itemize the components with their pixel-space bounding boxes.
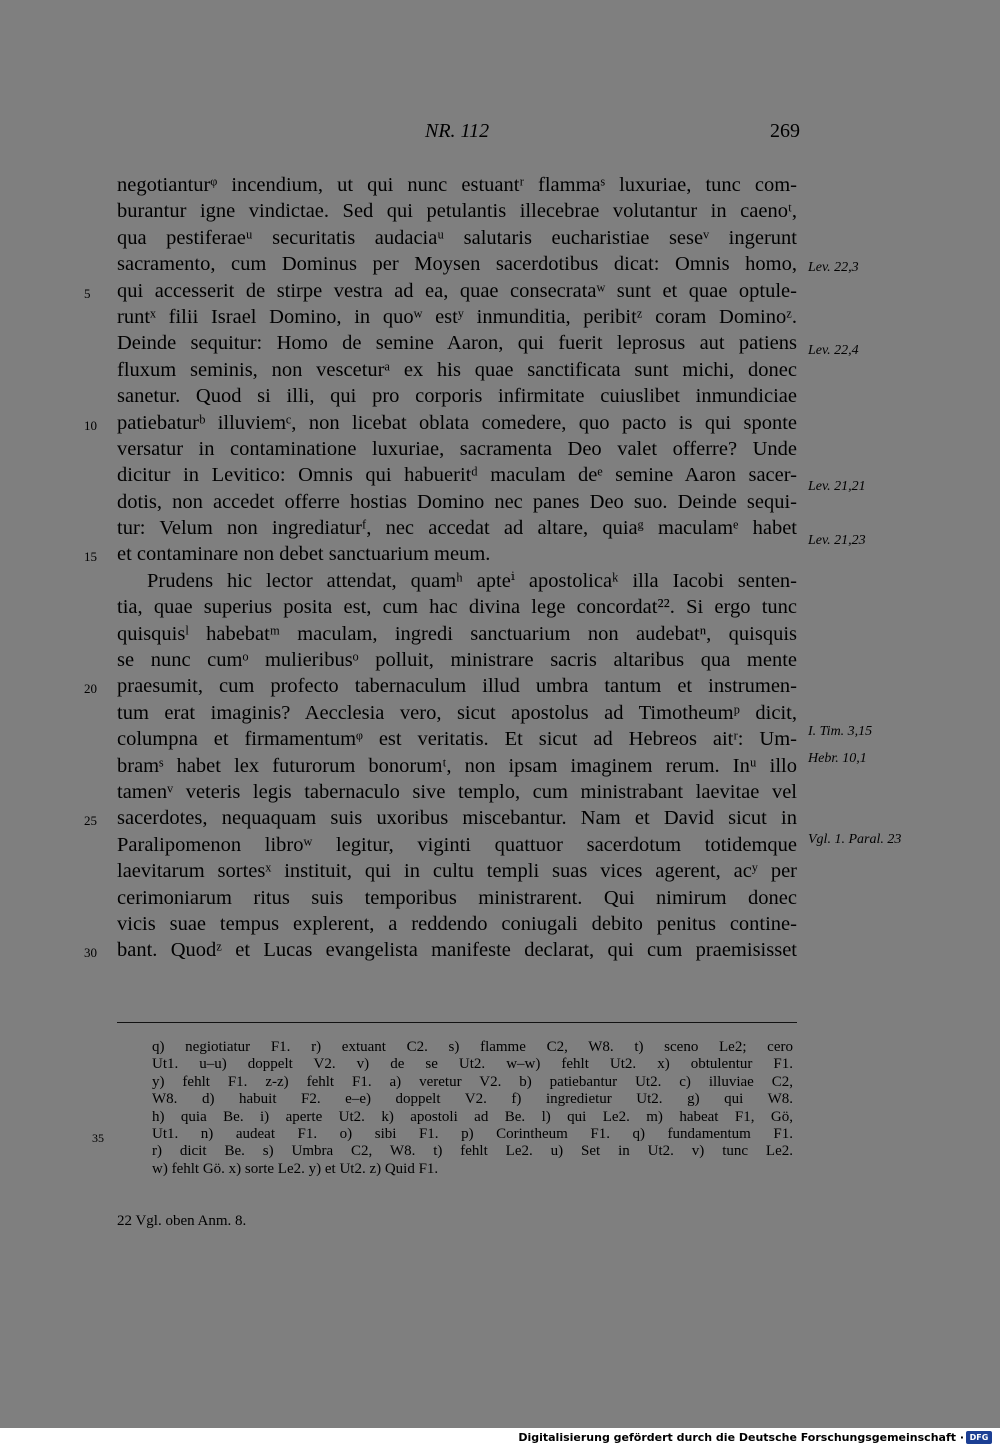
footnote-line: r) dicit Be. s) Umbra C2, W8. t) fehlt Le2. u) Set in Ut2. v) tunc Le2.: [152, 1143, 793, 1160]
credit-text: Digitalisierung gefördert durch die Deutsche Forschungsgemeinschaft ·: [518, 1431, 964, 1444]
footnote-line-number: 35: [92, 1131, 104, 1145]
footnote-line: q) negiotiatur F1. r) extuant C2. s) flamme C2, W8. t) sceno Le2; cero: [152, 1039, 793, 1055]
margin-reference: Lev. 21,21: [808, 479, 866, 494]
text-line: runtˣ filii Israel Domino, in quoʷ estʸ inmunditia, peribitᶻ coram Dominoᶻ.: [117, 305, 797, 328]
source-note: 22 Vgl. oben Anm. 8.: [117, 1213, 247, 1229]
footnote-line: Ut1. u–u) doppelt V2. v) de se Ut2. w–w) fehlt Ut2. x) obtulentur F1.: [152, 1056, 793, 1073]
line-number: 25: [84, 813, 97, 829]
text-line: [84, 541, 797, 567]
text-line: tur: Velum non ingrediaturᶠ, nec accedat ad altare, quiaᵍ maculamᵉ habet: [117, 517, 797, 540]
text-line: dotis, non accedet offerre hostias Domino nec panes Deo suo. Deinde sequi-: [117, 490, 797, 513]
footnote-line: h) quia Be. i) aperte Ut2. k) apostoli ad Be. l) qui Le2. m) habeat F1, Gö,: [152, 1108, 793, 1125]
page-number: 269: [770, 120, 800, 142]
line-number: 30: [84, 945, 97, 961]
footnote-divider: [117, 1022, 797, 1023]
margin-reference: Vgl. 1. Paral. 23: [808, 832, 902, 847]
text-line-content: bant. Quodᶻ et Lucas evangelista manifeste declarat, qui cum praemisisset: [117, 939, 797, 962]
running-head-title: NR. 112: [425, 120, 490, 142]
margin-reference: Lev. 22,4: [808, 343, 859, 358]
footnote-line: w) fehlt Gö. x) sorte Le2. y) et Ut2. z) Quid F1.: [152, 1160, 439, 1177]
text-line: fluxum seminis, non vesceturᵃ ex his quae sanctificata sunt michi, donec: [117, 358, 797, 381]
text-line: Paralipomenon libroʷ legitur, viginti quattuor sacerdotum totidemque: [117, 833, 797, 856]
text-line: columpna et firmamentumᵠ est veritatis. Et sicut ad Hebreos aitʳ: Um-: [117, 728, 797, 751]
text-line: cerimoniarum ritus suis temporibus ministrarent. Qui nimirum donec: [117, 886, 797, 909]
text-line: versatur in contaminatione luxuriae, sacramenta Deo valet offerre? Unde: [117, 437, 797, 460]
text-line: Deinde sequitur: Homo de semine Aaron, qui fuerit leprosus aut patiens: [117, 332, 797, 355]
text-line-content: sacerdotes, nequaquam suis uxoribus miscebantur. Nam et David sicut in: [117, 807, 797, 830]
text-line: sanetur. Quod si illi, qui pro corporis infirmitate cuiuslibet inmundiciae: [117, 385, 797, 408]
text-line-content: qui accesserit de stirpe vestra ad ea, quae consecrataʷ sunt et quae optule-: [117, 279, 797, 302]
text-line: tia, quae superius posita est, cum hac divina lege concordat²². Si ergo tunc: [117, 596, 797, 619]
text-line: [84, 278, 797, 304]
text-line-content: praesumit, cum profecto tabernaculum illud umbra tantum et instrumen-: [117, 675, 797, 698]
text-line: tamenᵛ veteris legis tabernaculo sive templo, cum ministrabant laevitae vel: [117, 780, 797, 803]
line-number: 20: [84, 681, 97, 697]
text-line: [84, 937, 797, 963]
text-line: quisquisˡ habebatᵐ maculam, ingredi sanctuarium non audebatⁿ, quisquis: [117, 622, 797, 645]
apparatus-footnotes: [152, 1039, 793, 1178]
text-line: tum erat imaginis? Aecclesia vero, sicut apostolus ad Timotheumᵖ dicit,: [117, 701, 797, 724]
text-line: qua pestiferaeᵘ securitatis audaciaᵘ salutaris eucharistiae seseᵛ ingerunt: [117, 226, 797, 249]
margin-reference: Lev. 21,23: [808, 533, 866, 548]
text-line: se nunc cumᵒ mulieribusᵒ polluit, ministrare sacris altaribus qua mente: [117, 649, 797, 672]
text-line: burantur igne vindictae. Sed qui petulantis illecebrae volutantur in caenoᵗ,: [117, 200, 797, 223]
footnote-line: Ut1. n) audeat F1. o) sibi F1. p) Corintheum F1. q) fundamentum F1.: [152, 1125, 793, 1142]
text-line: [84, 805, 797, 831]
text-line: [84, 673, 797, 699]
text-line: laevitarum sortesˣ instituit, qui in cultu templi suas vices agerent, acʸ per: [117, 860, 797, 883]
dfg-logo-icon: DFG: [966, 1431, 992, 1444]
margin-reference: Hebr. 10,1: [808, 751, 867, 766]
text-line: bramˢ habet lex futurorum bonorumᵗ, non ipsam imaginem rerum. Inᵘ illo: [117, 754, 797, 777]
line-number: 5: [84, 285, 91, 301]
text-line: [84, 410, 797, 436]
text-line: negotianturᵠ incendium, ut qui nunc estuantʳ flammaˢ luxuriae, tunc com-: [117, 174, 797, 196]
footnote-line: y) fehlt F1. z-z) fehlt F1. a) veretur V2. b) patiebantur Ut2. c) illuviae C2,: [152, 1073, 793, 1090]
text-line: dicitur in Levitico: Omnis qui habueritᵈ maculam deᵉ semine Aaron sacer-: [117, 464, 797, 487]
line-number: 10: [84, 417, 97, 433]
main-text: [84, 172, 797, 964]
margin-reference: I. Tim. 3,15: [808, 724, 873, 739]
margin-reference: Lev. 22,3: [808, 260, 859, 275]
text-line-content: et contaminare non debet sanctuarium meum.: [117, 543, 491, 566]
line-number: 15: [84, 549, 97, 565]
text-line: Prudens hic lector attendat, quamʰ apteⁱ apostolicaᵏ illa Iacobi senten-: [147, 569, 797, 592]
text-line: sacramento, cum Dominus per Moysen sacerdotibus dicat: Omnis homo,: [117, 253, 797, 276]
footnote-line: W8. d) habuit F2. e–e) doppelt V2. f) ingredietur Ut2. g) qui W8.: [152, 1091, 793, 1108]
text-line: vicis suae tempus explerent, a reddendo coniugali debito penitus contine-: [117, 912, 797, 935]
text-line-content: patiebaturᵇ illuviemᶜ, non licebat oblata comedere, quo pacto is qui sponte: [117, 411, 797, 434]
